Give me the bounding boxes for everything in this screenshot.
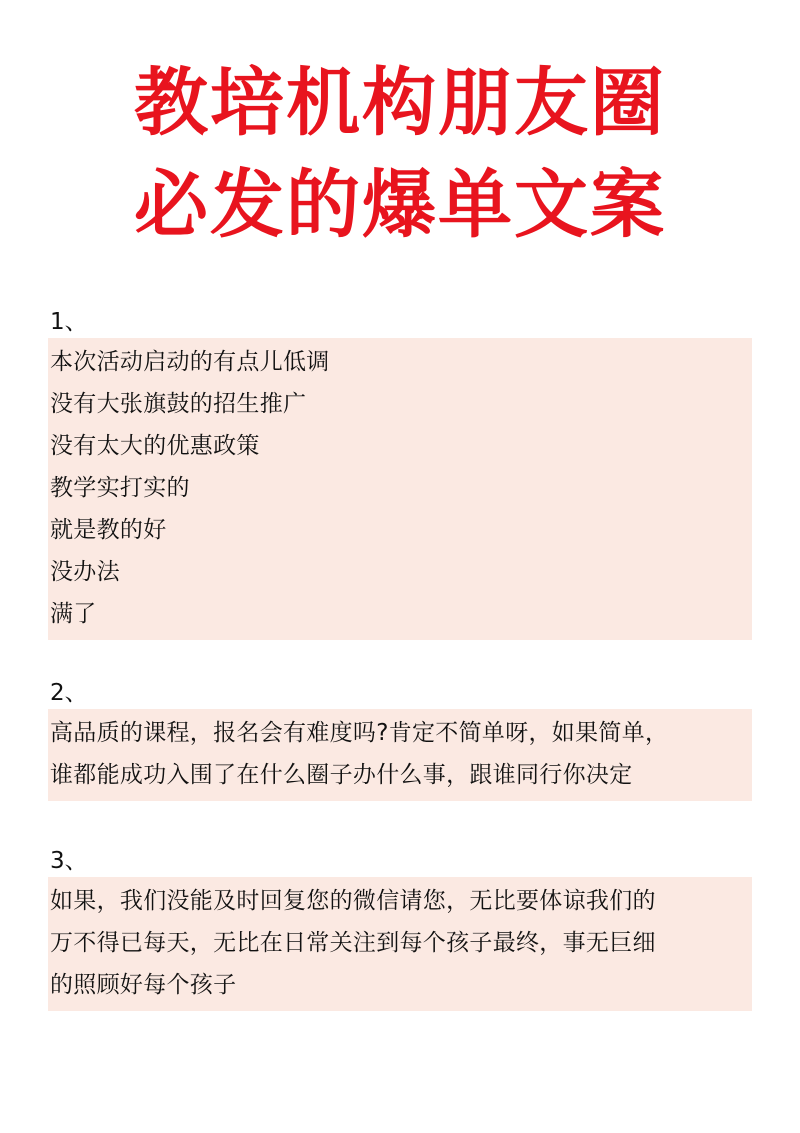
copy-line: 万不得已每天，无比在日常关注到每个孩子最终，事无巨细 — [50, 930, 656, 956]
copy-line: 的照顾好每个孩子 — [50, 972, 237, 998]
copy-text-box — [48, 338, 752, 640]
copy-line: 教学实打实的 — [50, 475, 190, 501]
copy-line: 满了 — [50, 601, 97, 627]
copy-line: 没办法 — [50, 559, 120, 585]
copy-line: 没有大张旗鼓的招生推广 — [50, 391, 307, 417]
copy-line: 如果，我们没能及时回复您的微信请您，无比要体谅我们的 — [50, 888, 656, 914]
copy-section-3 — [48, 845, 752, 1011]
section-number: 1、 — [50, 309, 88, 335]
copy-section-1 — [48, 306, 752, 640]
title-line-2: 必发的爆单文案 — [134, 162, 666, 248]
copy-line: 就是教的好 — [50, 517, 167, 543]
section-number: 2、 — [50, 680, 88, 706]
copy-section-2 — [48, 677, 752, 801]
copy-line: 高品质的课程，报名会有难度吗?肯定不简单呀，如果简单， — [50, 720, 669, 746]
section-number: 3、 — [50, 848, 88, 874]
copy-line: 谁都能成功入围了在什么圈子办什么事，跟谁同行你决定 — [50, 762, 633, 788]
copy-line: 没有太大的优惠政策 — [50, 433, 260, 459]
copy-text-box — [48, 877, 752, 1011]
page-title — [0, 52, 800, 256]
copy-line: 本次活动启动的有点儿低调 — [50, 349, 330, 375]
title-line-1: 教培机构朋友圈 — [134, 60, 666, 146]
copy-text-box — [48, 709, 752, 801]
